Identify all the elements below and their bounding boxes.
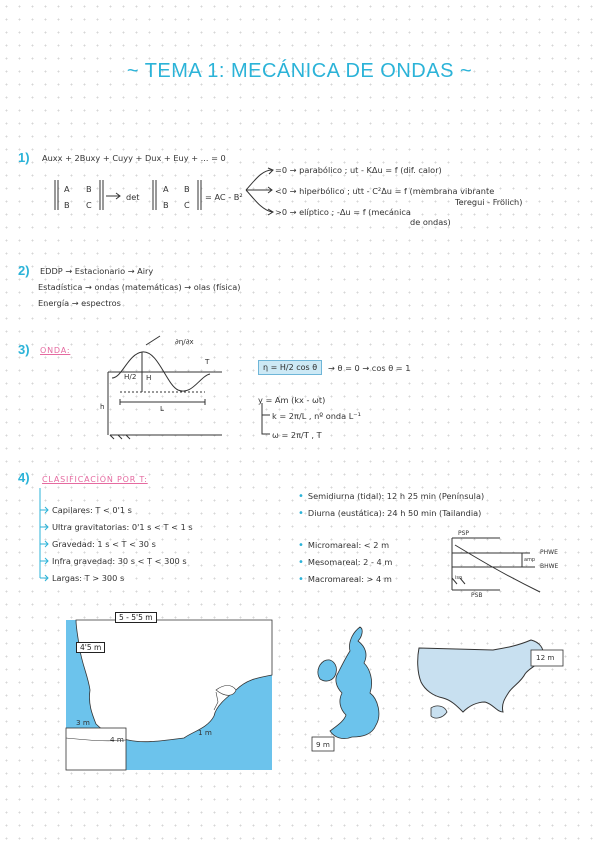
bullet-icon: • bbox=[298, 491, 304, 502]
class-ultra: Ultra gravitatorias: 0'1 s < T < 1 s bbox=[52, 522, 193, 532]
bullet-icon: • bbox=[298, 540, 304, 551]
pde-equation: Auxx + 2Buxy + Cuyy + Dux + Euy + ... = 0 bbox=[42, 153, 226, 163]
case-elliptic-note: de ondas) bbox=[410, 217, 451, 227]
tide-bhwe-label: BHWE bbox=[540, 563, 559, 570]
section-3-number: 3) bbox=[18, 342, 30, 357]
tide-semidiurna-text: Semidiurna (tidal): 12 h 25 min (Península) bbox=[307, 491, 485, 501]
wave-equation: y = Am (kx - ωt) bbox=[258, 395, 326, 405]
matrix2-c: C bbox=[184, 200, 190, 210]
case-elliptic: >0 → elíptico ; -Δu = f (mecánica bbox=[275, 207, 411, 217]
eddp-line: EDDP → Estacionario → Airy bbox=[40, 266, 154, 276]
page-title: ~ TEMA 1: MECÁNICA DE ONDAS ~ bbox=[126, 60, 473, 82]
range-macro-text: Macromareal: > 4 m bbox=[307, 574, 392, 584]
tide-psb-label: PSB bbox=[471, 592, 483, 599]
range-meso-text: Mesomareal: 2 - 4 m bbox=[307, 557, 393, 567]
wave-slope-label: ∂η/∂x bbox=[175, 337, 194, 346]
case-hyperbolic: <0 → hiperbólico ; utt - C²Δu = f (membrana vibrante bbox=[275, 186, 495, 196]
wave-half-height-label: H/2 bbox=[124, 372, 137, 381]
wave-height-label: H bbox=[146, 373, 152, 382]
range-micro-text: Micromareal: < 2 m bbox=[307, 540, 390, 550]
eta-formula-box: η = H/2 cos θ bbox=[258, 360, 322, 375]
iberia-1m-label: 1 m bbox=[198, 728, 212, 737]
matrix-b: B bbox=[86, 184, 92, 194]
tide-phwe-label: PHWE bbox=[540, 549, 558, 556]
usa-label: 12 m bbox=[536, 653, 555, 662]
det-result: = AC - B² bbox=[205, 192, 243, 202]
bullet-icon: • bbox=[298, 557, 304, 568]
onda-heading: ONDA: bbox=[40, 346, 71, 355]
iberia-left-label: 4'5 m bbox=[76, 642, 105, 653]
tide-amp-label: amp bbox=[524, 557, 536, 563]
matrix-c: C bbox=[86, 200, 92, 210]
matrix-a: A bbox=[64, 184, 70, 194]
matrix2-a: A bbox=[163, 184, 169, 194]
class-largas: Largas: T > 300 s bbox=[52, 573, 125, 583]
eta-formula-rest: → θ = 0 → cos θ = 1 bbox=[328, 363, 411, 373]
matrix2-b: B bbox=[184, 184, 190, 194]
section-2-number: 2) bbox=[18, 263, 30, 278]
angular-freq-eq: ω = 2π/T , T bbox=[272, 430, 322, 440]
estadistica-line: Estadística → ondas (matemáticas) → olas (física) bbox=[38, 282, 241, 292]
matrix2-b-2: B bbox=[163, 200, 169, 210]
tide-diurna-text: Diurna (eustática): 24 h 50 min (Tailandia) bbox=[307, 508, 482, 518]
tide-iso-label: iso bbox=[455, 575, 463, 581]
uk-label: 9 m bbox=[316, 740, 330, 749]
class-capilares: Capilares: T < 0'1 s bbox=[52, 505, 132, 515]
classification-heading: CLASIFICACIÓN POR T: bbox=[42, 475, 148, 484]
iberia-4m-label: 4 m bbox=[110, 735, 124, 744]
bullet-icon: • bbox=[298, 574, 304, 585]
iberia-3m-label: 3 m bbox=[76, 718, 90, 727]
class-infragravedad: Infra gravedad: 30 s < T < 300 s bbox=[52, 556, 187, 566]
bullet-icon: • bbox=[298, 508, 304, 519]
section-4-number: 4) bbox=[18, 470, 30, 485]
iberia-top-label: 5 - 5'5 m bbox=[115, 612, 157, 623]
class-gravedad: Gravedad: 1 s < T < 30 s bbox=[52, 539, 156, 549]
matrix-b-2: B bbox=[64, 200, 70, 210]
tide-psp-label: PSP bbox=[458, 530, 470, 537]
case-hyperbolic-note: Teregui - Frölich) bbox=[455, 197, 523, 207]
case-parabolic: =0 → parabólico ; ut - KΔu = f (dif. calor) bbox=[275, 165, 442, 175]
energia-line: Energía → espectros bbox=[38, 298, 121, 308]
depth-label: h bbox=[100, 402, 105, 411]
wavenumber-eq: k = 2π/L , nº onda L⁻¹ bbox=[272, 411, 361, 421]
wave-period-label: T bbox=[205, 357, 210, 366]
section-1-number: 1) bbox=[18, 150, 30, 165]
wave-length-label: L bbox=[160, 404, 165, 413]
det-label: det bbox=[126, 192, 140, 202]
